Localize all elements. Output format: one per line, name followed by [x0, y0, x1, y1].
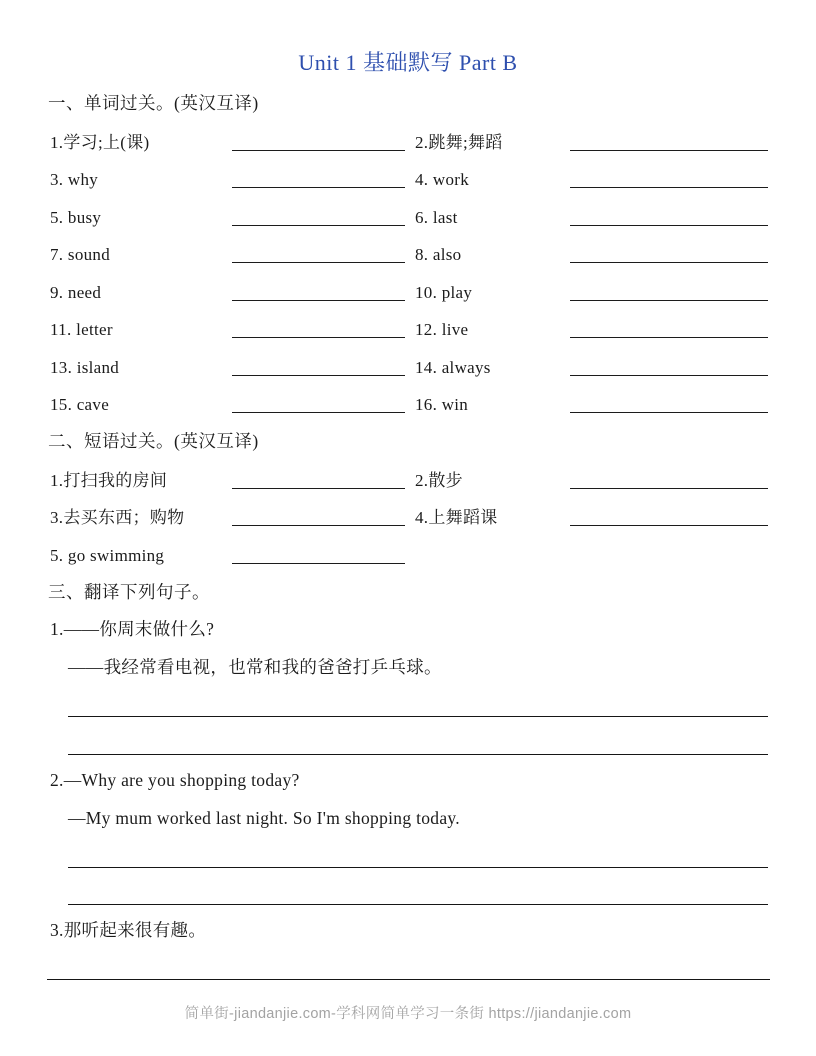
item-row: [48, 158, 768, 196]
sentence-text: —My mum worked last night. So I'm shopping today.: [68, 808, 460, 829]
item-label: 2.跳舞;舞蹈: [415, 132, 503, 152]
answer-line-row: [48, 947, 768, 985]
sentence-row: [48, 759, 768, 797]
item-label: 3. why: [50, 170, 99, 189]
answer-blank: [570, 337, 768, 338]
item-row: [48, 533, 768, 571]
sentence-row: [48, 609, 768, 647]
answer-blank: [232, 375, 405, 376]
answer-line: [68, 716, 768, 717]
sentence-text: ——我经常看电视，也常和我的爸爸打乒乓球。: [68, 656, 442, 677]
item-row: [48, 270, 768, 308]
answer-blank: [232, 300, 405, 301]
item-label: 2.散步: [415, 470, 463, 490]
answer-line-row: [48, 684, 768, 722]
answer-blank: [570, 375, 768, 376]
answer-line-row: [48, 872, 768, 910]
item-label: 5. busy: [50, 207, 102, 227]
answer-blank: [232, 563, 405, 564]
item-label: 10. play: [415, 282, 473, 302]
answer-line: [68, 754, 768, 755]
answer-blank: [232, 525, 405, 526]
answer-blank: [570, 225, 768, 226]
section-phrases-heading: 二、短语过关。(英汉互译): [48, 431, 259, 451]
answer-blank: [570, 262, 768, 263]
item-label: 1.学习;上(课): [50, 132, 150, 152]
answer-blank: [570, 187, 768, 188]
item-row: [48, 195, 768, 233]
sentence-text: 1.——你周末做什么?: [50, 619, 215, 640]
item-row: [48, 308, 768, 346]
page-title: Unit 1 基础默写 Part B: [298, 50, 518, 75]
item-row: [48, 458, 768, 496]
answer-line-row: [48, 721, 768, 759]
answer-blank: [570, 488, 768, 489]
item-label: 15. cave: [50, 395, 110, 414]
sentence-text: 3.那听起来很有趣。: [50, 919, 207, 940]
item-label: 16. win: [415, 395, 469, 414]
sentences-block: [48, 609, 768, 985]
item-label: 14. always: [415, 357, 491, 377]
answer-blank: [570, 300, 768, 301]
section-words-heading: 一、单词过关。(英汉互译): [48, 93, 259, 113]
item-label: 7. sound: [50, 245, 111, 264]
item-label: 6. last: [415, 207, 458, 227]
sentence-row: [48, 909, 768, 947]
item-label: 8. also: [415, 245, 462, 264]
answer-line-row: [48, 834, 768, 872]
item-label: 1.打扫我的房间: [50, 470, 168, 490]
answer-blank: [232, 187, 405, 188]
phrases-grid: [48, 458, 768, 571]
item-label: 12. live: [415, 320, 469, 339]
answer-blank: [570, 412, 768, 413]
answer-line: [47, 979, 770, 980]
answer-blank: [232, 488, 405, 489]
item-label: 11. letter: [50, 320, 113, 339]
words-grid: [48, 120, 768, 420]
answer-blank: [232, 412, 405, 413]
sentence-row: [48, 796, 768, 834]
answer-blank: [570, 525, 768, 526]
item-row: [48, 345, 768, 383]
section-sentences-heading: 三、翻译下列句子。: [48, 581, 210, 602]
item-label: 13. island: [50, 357, 120, 377]
item-label: 5. go swimming: [50, 545, 165, 565]
item-label: 4.上舞蹈课: [415, 508, 498, 527]
item-label: 4. work: [415, 170, 470, 189]
answer-blank: [232, 262, 405, 263]
answer-blank: [232, 337, 405, 338]
item-label: 3.去买东西；购物: [50, 508, 185, 527]
item-row: [48, 383, 768, 421]
item-row: [48, 233, 768, 271]
sentence-text: 2.—Why are you shopping today?: [50, 770, 300, 791]
answer-blank: [232, 150, 405, 151]
answer-line: [68, 904, 768, 905]
answer-blank: [232, 225, 405, 226]
footer-watermark: 简单街-jiandanjie.com-学科网简单学习一条街 https://jiandanjie.com: [184, 1006, 632, 1022]
item-row: [48, 120, 768, 158]
item-row: [48, 496, 768, 534]
answer-blank: [570, 150, 768, 151]
answer-line: [68, 867, 768, 868]
sentence-row: [48, 646, 768, 684]
item-label: 9. need: [50, 282, 102, 302]
